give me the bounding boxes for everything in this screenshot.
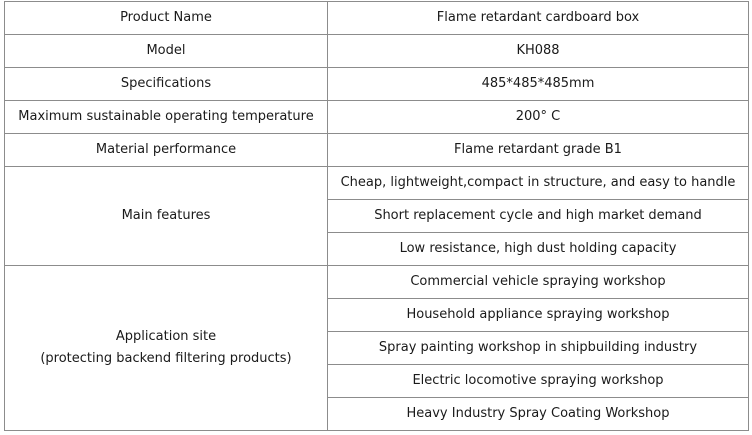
table-row <box>5 134 749 167</box>
product-spec-table <box>4 1 749 431</box>
product-name-value: Flame retardant cardboard box <box>328 2 749 35</box>
table-row <box>5 2 749 35</box>
model-value: KH088 <box>328 35 749 68</box>
application-site-item: Household appliance spraying workshop <box>328 299 749 332</box>
main-features-label: Main features <box>5 167 328 266</box>
specifications-value: 485*485*485mm <box>328 68 749 101</box>
product-name-label: Product Name <box>5 2 328 35</box>
application-site-item: Spray painting workshop in shipbuilding industry <box>328 332 749 365</box>
main-feature-item: Short replacement cycle and high market demand <box>328 200 749 233</box>
table-row <box>5 35 749 68</box>
max-temp-label: Maximum sustainable operating temperature <box>5 101 328 134</box>
application-site-note: (protecting backend filtering products) <box>40 351 292 366</box>
table-row <box>5 68 749 101</box>
application-site-item: Electric locomotive spraying workshop <box>328 365 749 398</box>
model-label: Model <box>5 35 328 68</box>
table-row <box>5 101 749 134</box>
application-site-label <box>5 266 328 431</box>
table-row <box>5 167 749 200</box>
application-site-item: Heavy Industry Spray Coating Workshop <box>328 398 749 431</box>
max-temp-value: 200° C <box>328 101 749 134</box>
main-feature-item: Cheap, lightweight,compact in structure, and easy to handle <box>328 167 749 200</box>
table-row <box>5 266 749 299</box>
application-site-item: Commercial vehicle spraying workshop <box>328 266 749 299</box>
material-value: Flame retardant grade B1 <box>328 134 749 167</box>
material-label: Material performance <box>5 134 328 167</box>
main-feature-item: Low resistance, high dust holding capacity <box>328 233 749 266</box>
specifications-label: Specifications <box>5 68 328 101</box>
application-site-title: Application site <box>115 329 217 344</box>
